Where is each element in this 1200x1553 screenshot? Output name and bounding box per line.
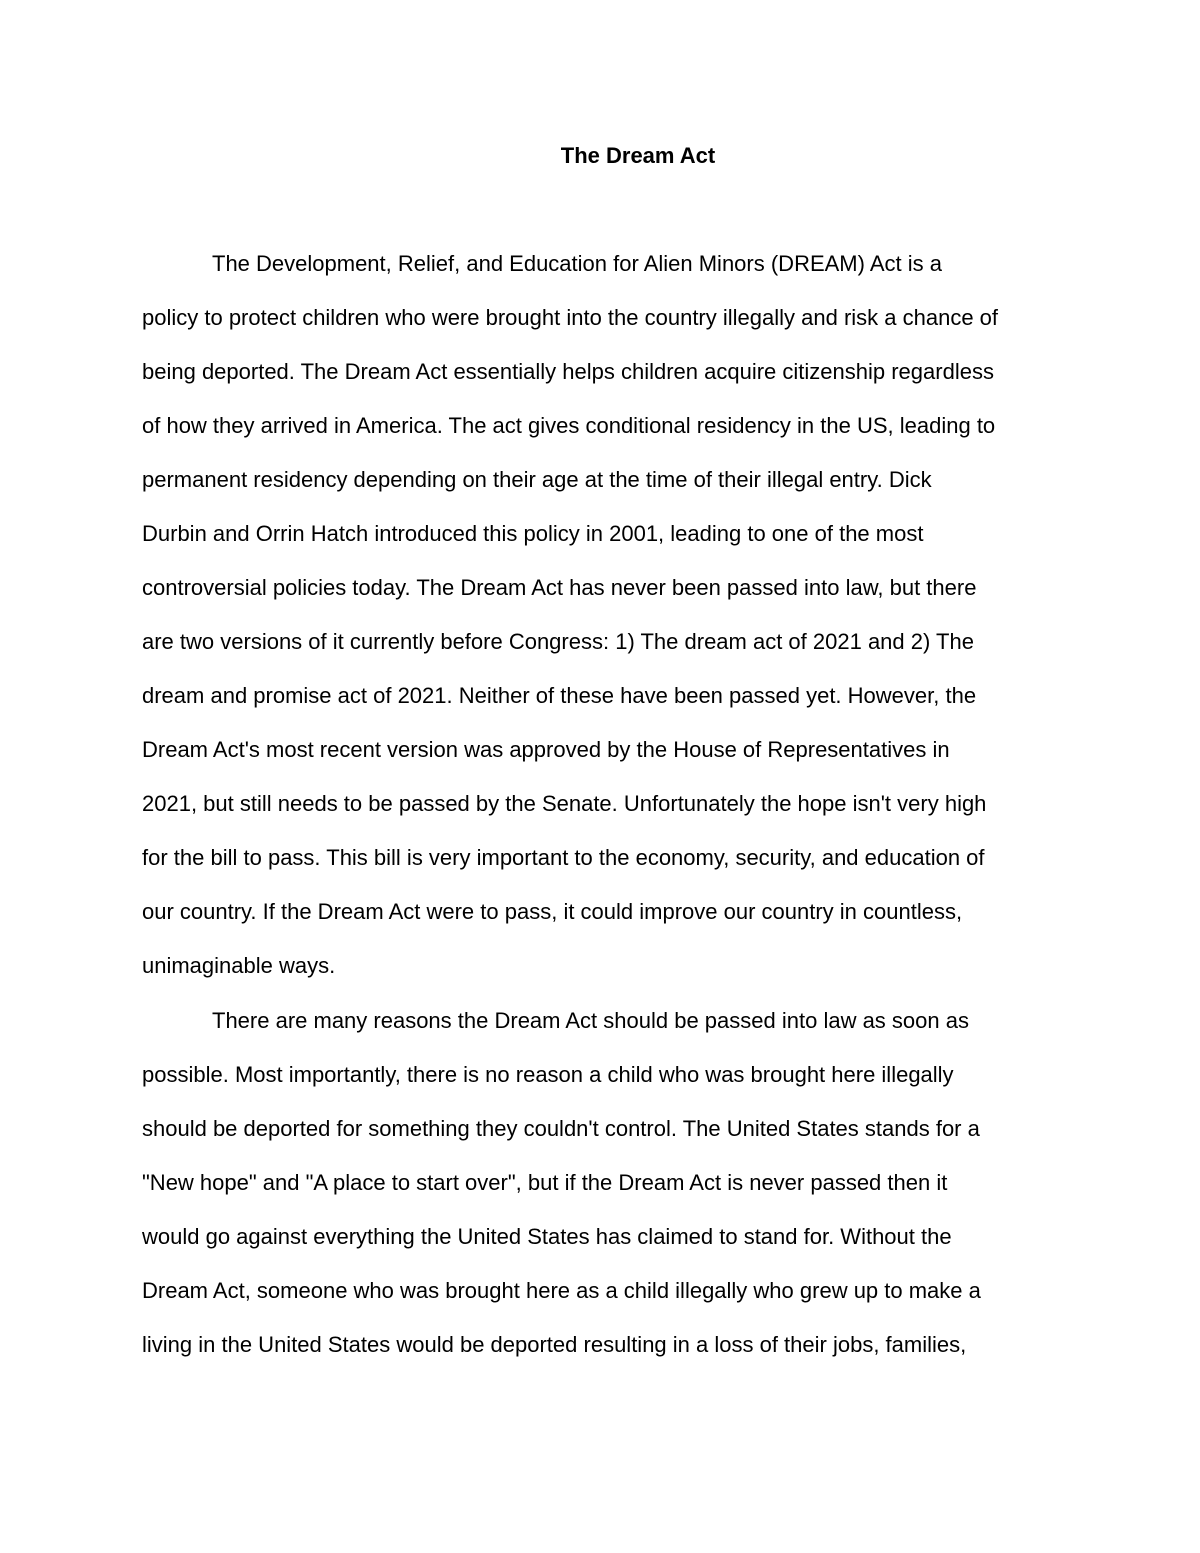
paragraph-1-line-8: are two versions of it currently before Congress: 1) The dream act of 2021 and 2) The (142, 629, 974, 654)
paragraph-1-line-11: 2021, but still needs to be passed by the Senate. Unfortunately the hope isn't very high (142, 791, 987, 816)
paragraph-1-line-3: being deported. The Dream Act essentially helps children acquire citizenship regardless (142, 359, 994, 384)
paragraph-2-line-1: There are many reasons the Dream Act should be passed into law as soon as (212, 1008, 969, 1033)
paragraph-2-line-5: would go against everything the United States has claimed to stand for. Without the (142, 1224, 952, 1249)
paragraph-1-line-12: for the bill to pass. This bill is very important to the economy, security, and education of (142, 845, 985, 870)
paragraph-1-line-10: Dream Act's most recent version was approved by the House of Representatives in (142, 737, 950, 762)
paragraph-2-line-7: living in the United States would be deported resulting in a loss of their jobs, families, (142, 1332, 967, 1357)
document-title: The Dream Act (560, 143, 716, 168)
paragraph-1-line-2: policy to protect children who were brought into the country illegally and risk a chance of (142, 305, 999, 330)
paragraph-1-line-14: unimaginable ways. (142, 953, 336, 978)
paragraph-1-line-9: dream and promise act of 2021. Neither of these have been passed yet. However, the (142, 683, 977, 708)
paragraph-1-line-4: of how they arrived in America. The act gives conditional residency in the US, leading to (142, 413, 996, 438)
paragraph-1-line-7: controversial policies today. The Dream Act has never been passed into law, but there (142, 575, 977, 600)
paragraph-1-line-13: our country. If the Dream Act were to pass, it could improve our country in countless, (142, 899, 963, 924)
paragraph-1-line-1: The Development, Relief, and Education for Alien Minors (DREAM) Act is a (212, 251, 942, 276)
paragraph-2-line-2: possible. Most importantly, there is no reason a child who was brought here illegally (142, 1062, 954, 1087)
paragraph-1-line-6: Durbin and Orrin Hatch introduced this policy in 2001, leading to one of the most (142, 521, 924, 546)
paragraph-1-line-5: permanent residency depending on their age at the time of their illegal entry. Dick (142, 467, 932, 492)
paragraph-2-line-4: "New hope" and "A place to start over", but if the Dream Act is never passed then it (142, 1170, 948, 1195)
paragraph-2-line-6: Dream Act, someone who was brought here as a child illegally who grew up to make a (142, 1278, 981, 1303)
paragraph-2-line-3: should be deported for something they couldn't control. The United States stands for a (142, 1116, 980, 1141)
